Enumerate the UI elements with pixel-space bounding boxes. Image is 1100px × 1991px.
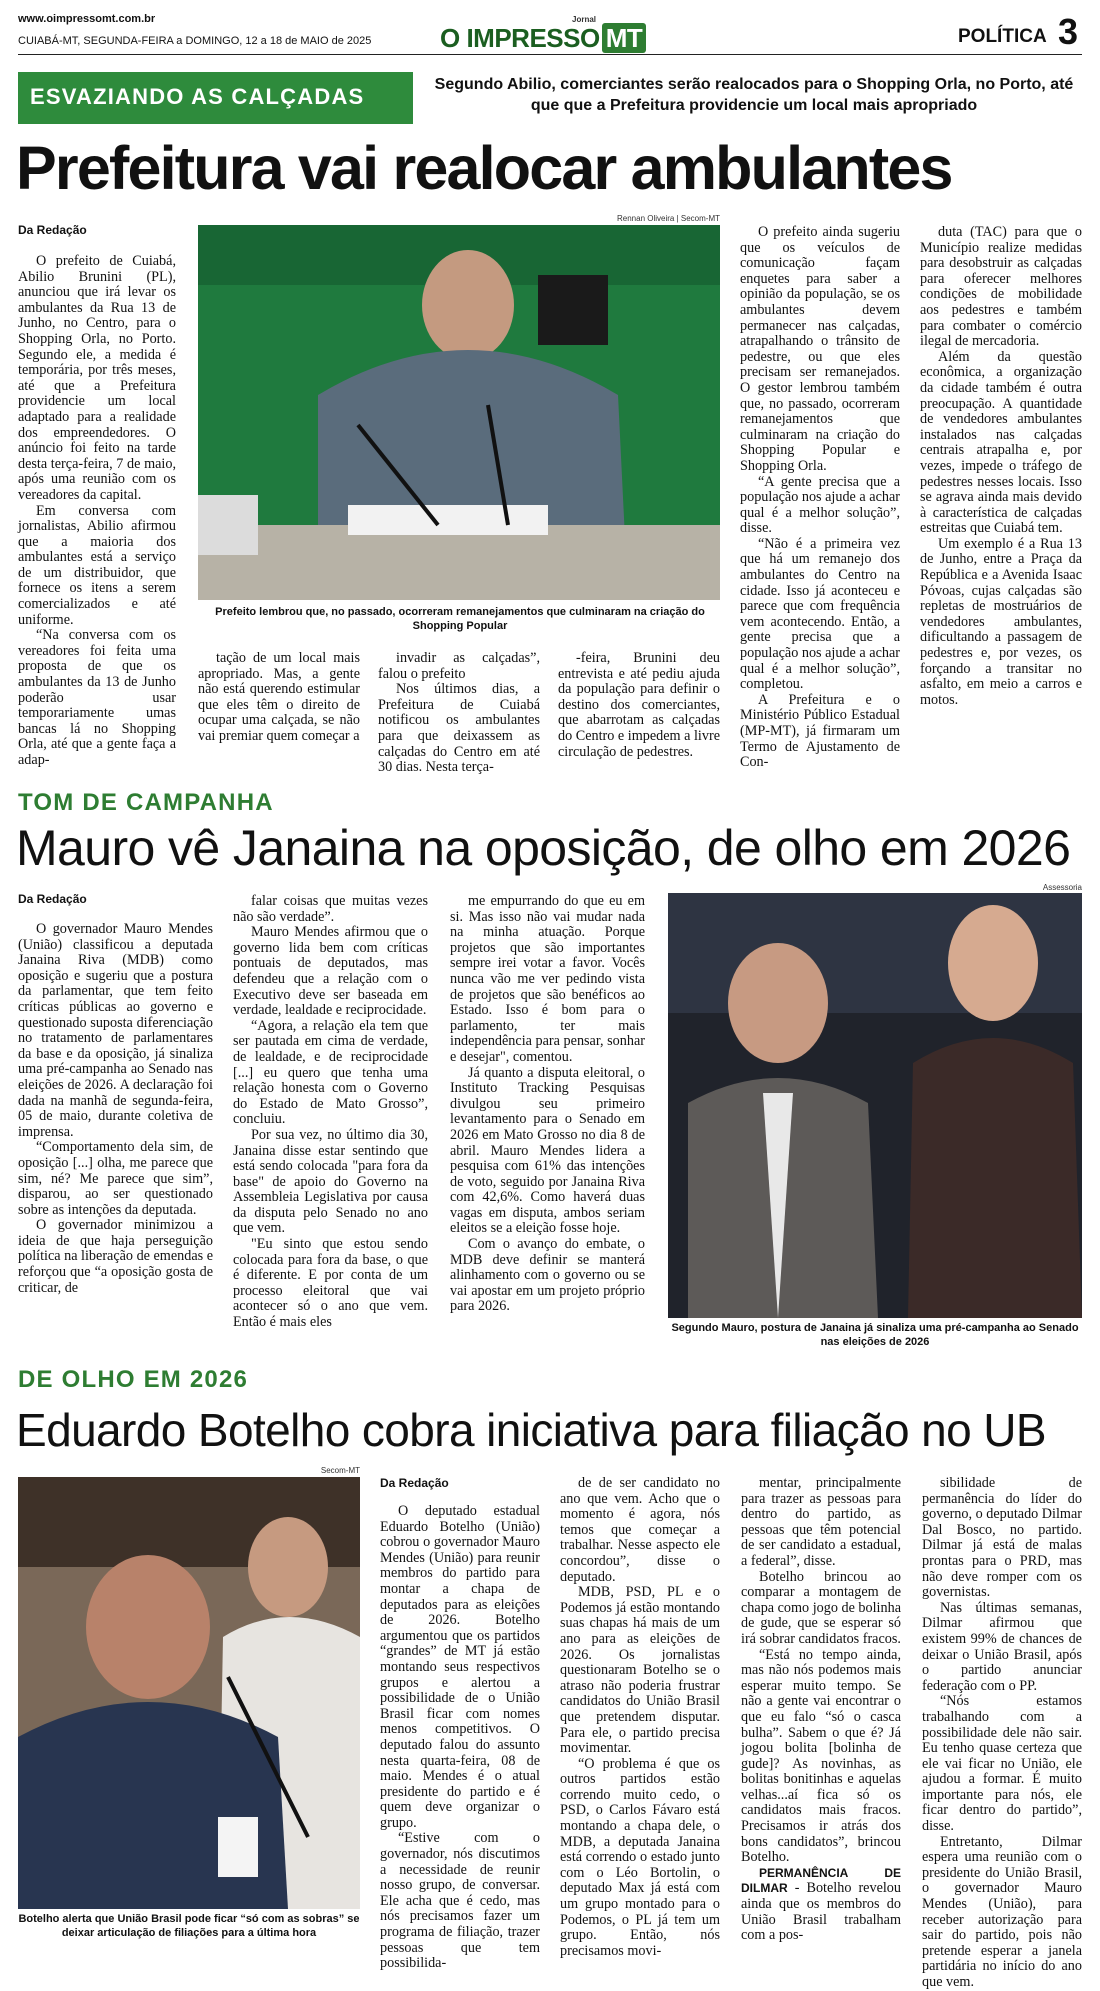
- article1-caption: Prefeito lembrou que, no passado, ocorreram remanejamentos que culminaram na criação do Shopping Popular: [215, 606, 705, 632]
- article3-caption: Botelho alerta que União Brasil pode ficar “só com as sobras” se deixar articulação de filiações para a última hora: [18, 1913, 360, 1939]
- paragraph: O prefeito de Cuiabá, Abilio Brunini (PL), anunciou que irá levar os ambulantes da Rua 13 de Junho, no Centro, para o Shopping Orla, no Porto. Segundo ele, a medida é temporária, por três meses, até que a Prefeitura providencie um local adaptado para a realidade dos empreendedores. O anúncio foi feito na tarde desta terça-feira, 7 de maio, após uma reunião com os vereadores da capital.: [18, 253, 176, 503]
- article2-photo-credit: Assessoria: [1042, 883, 1082, 892]
- paragraph: duta (TAC) para que o Município realize medidas para desobstruir as calçadas para oferecer melhores condições de mobilidade aos pedestres e também para combater o comércio ilegal de mercadoria.: [920, 224, 1082, 350]
- article1-col5: [740, 225, 900, 771]
- paragraph: “A gente precisa que a população nos ajude a achar qual é a melhor solução”, disse.: [740, 473, 900, 537]
- paragraph: Mauro Mendes afirmou que o governo lida bem com críticas pontuais de deputados, mas defendeu que a relação com o Executivo deve ser baseada em verdade, lealdade e reciprocidade.: [233, 924, 428, 1019]
- paragraph: Além da questão econômica, a organização da cidade também é outra preocupação. A quantidade de vendedores ambulantes instalados nas calçadas centrais atrapalha e, por vezes, impede o tráfego de pedestres nesses locais. Isso se agrava ainda mais devido à característica de calçadas estreitas que Cuiabá tem.: [920, 348, 1082, 537]
- paragraph: O governador Mauro Mendes (União) classificou a deputada Janaina Riva (MDB) como oposição e sugeriu que a postura da parlamentar, que tem feito críticas públicas ao governo e questionado suposta diferenciação no tratamento de parlamentares da base e da oposição, já sinaliza uma pré-campanha ao Senado nas eleições de 2026. A declaração foi dada na manhã de segunda-feira, 05 de maio, durante coletiva de imprensa.: [18, 921, 213, 1140]
- article1-col6: [920, 225, 1082, 708]
- paragraph: “Está no tempo ainda, mas não nós podemos mais esperar muito tempo. Se não a gente vai encontrar o que eu falo “só o casca bulha”. Sabem o que é? Já jogou bolita [bolinha de gude]? As novinhas, as bolitas bonitinhas e aquelas velhas...aí fica só os candidatos mais fracos. Precisamos ir atrás dos bons candidatos”, brincou Botelho.: [741, 1646, 901, 1866]
- paragraph: sibilidade de permanência do líder do governo, o deputado Dilmar Dal Bosco, no partido. Dilmar já está de malas prontas para o PRD, mas não deve romper com os governistas.: [922, 1475, 1082, 1601]
- paragraph: -feira, Brunini deu entrevista e até pediu ajuda da população para definir o destino dos comerciantes, que abarrotam as calçadas do Centro e impedem a livre circulação de pedestres.: [558, 650, 720, 760]
- article1-kicker: ESVAZIANDO AS CALÇADAS: [30, 84, 365, 109]
- paragraph: invadir as calçadas”, falou o prefeito: [378, 650, 540, 682]
- paragraph: mentar, principalmente para trazer as pessoas para dentro do partido, as pessoas que têm potencial de ser candidato a estadual, a federal”, disse.: [741, 1475, 901, 1569]
- paragraph: Com o avanço do embate, o MDB deve definir se manterá alinhamento com o governo ou se vai apostar em um projeto próprio para 2026.: [450, 1236, 645, 1315]
- paragraph: “O problema é que os outros partidos estão correndo muito cedo, o PSD, o Carlos Fávaro está montando a chapa dele, o MDB, a deputada Janaina está correndo o estado junto com o Léo Bortolin, o deputado Max já está com um grupo montado para o Podemos, o PL já tem um grupo. Então, nós precisamos movi-: [560, 1755, 720, 1959]
- article1-col4: [558, 651, 720, 760]
- logo-mt-badge: MT: [602, 23, 647, 53]
- article2-headline[interactable]: Mauro vê Janaina na oposição, de olho em 2026: [16, 820, 1071, 876]
- article2-photo: [668, 893, 1082, 1318]
- article2-col3: [450, 894, 645, 1315]
- article2-kicker: TOM DE CAMPANHA: [18, 789, 274, 816]
- article3-photo: [18, 1477, 360, 1909]
- paragraph: falar coisas que muitas vezes não são verdade”.: [233, 893, 428, 925]
- dateline: CUIABÁ-MT, SEGUNDA-FEIRA a DOMINGO, 12 a 18 de MAIO de 2025: [18, 35, 372, 47]
- header-rule: [18, 54, 1082, 55]
- article3-byline: Da Redação: [380, 1476, 449, 1490]
- paragraph: MDB, PSD, PL e o Podemos já estão montando suas chapas há mais de um ano para as eleições de 2026. Os jornalistas questionaram Botelho se o atraso não poderia frustrar candidatos do União Brasil que pretendem disputar. Para ele, o partido precisa movimentar.: [560, 1584, 720, 1757]
- paragraph: O governador minimizou a ideia de que haja perseguição política na liberação de emendas e reforçou que “a oposição gosta de criticar, de: [18, 1217, 213, 1296]
- kicker-banner: [18, 72, 413, 124]
- paragraph: me empurrando do que eu em si. Mas isso não vai mudar nada na minha atuação. Porque projetos que são importantes sempre irei votar a favor. Vocês nunca vão me ver pedindo vista de projetos que são benéficos ao Estado. Isso é bom para o parlamento, ter mais independência para pensar, sonhar e desejar", comentou.: [450, 893, 645, 1065]
- paragraph: “Não é a primeira vez que há um remanejo dos ambulantes do Centro na cidade. Isso já aconteceu e parece que com frequência vem acontecendo. Então, a gente precisa que a população nos ajude a achar qual é a melhor solução”, completou.: [740, 535, 900, 693]
- article3-col3-after: - Botelho revelou ainda que os membros do União Brasil trabalham com a pos-: [741, 1880, 901, 1944]
- article3-kicker: DE OLHO EM 2026: [18, 1366, 249, 1393]
- paragraph: O prefeito ainda sugeriu que os veículos de comunicação façam enquetes para saber a opinião da população, se os ambulantes devem permanecer nas calçadas, atrapalhando o trânsito de pedestre, ou que eles precisam ser remanejados. O gestor lembrou também que, no passado, ocorreram remanejamentos que culminaram na criação do Shopping Popular e Shopping Orla.: [740, 224, 900, 474]
- paragraph: “Estive com o governador, nós discutimos a necessidade de reunir nosso grupo, de conversar. Ele acha que é cedo, mas nós precisamos fazer um programa de filiação, trazer pessoas que tem possibilida-: [380, 1830, 540, 1972]
- article2-caption: Segundo Mauro, postura de Janaina já sinaliza uma pré-campanha ao Senado nas eleições de 2026: [671, 1322, 1079, 1348]
- article1-deck: Segundo Abilio, comerciantes serão realocados para o Shopping Orla, no Porto, até que que a Prefeitura providencie um local mais apropriado: [434, 76, 1074, 114]
- article2-col1: [18, 922, 213, 1296]
- article1-col2: [198, 651, 360, 745]
- article3-photo-credit: Secom-MT: [320, 1466, 360, 1475]
- paragraph: Entretanto, Dilmar espera uma reunião com o presidente do União Brasil, o governador Mauro Mendes (União), para receber autorização para sair do partido, pois não pretende esperar a janela partidária no início do ano que vem.: [922, 1833, 1082, 1990]
- paragraph: Botelho brincou ao comparar a montagem de chapa como jogo de bolinha de gude, que se esperar só irá sobrar candidatos fracos.: [741, 1568, 901, 1647]
- article1-col1: [18, 254, 176, 769]
- article2-col2: [233, 894, 428, 1331]
- paragraph: tação de um local mais apropriado. Mas, a gente não está querendo estimular que eles têm o direito de ocupar uma calçada, se não vai premiar quem começar a: [198, 650, 360, 744]
- site-url[interactable]: www.oimpressomt.com.br: [18, 13, 156, 25]
- paragraph: Já quanto a disputa eleitoral, o Instituto Tracking Pesquisas divulgou seu primeiro levantamento para o Senado em 2026 em Mato Grosso no dia 8 de abril. Mauro Mendes lidera a pesquisa com 61% das intenções de voto, seguido por Janaina Riva com 42,6%. Como haverá duas vagas em disputa, ambos seriam eleitos se a eleição fosse hoje.: [450, 1064, 645, 1237]
- paragraph: O deputado estadual Eduardo Botelho (União) cobrou o governador Mauro Mendes (União) para reunir membros do partido para montar a chapa de deputados para as eleições de 2026. Botelho argumentou que os partidos “grandes” de MT já estão montando seus respectivos grupos e alertou a possibilidade de o União Brasil ficar com nomes menos competitivos. O deputado falou do assunto nesta quarta-feira, 08 de maio. Mendes é o atual presidente do partido e é quem deve organizar o grupo.: [380, 1503, 540, 1831]
- article3-headline[interactable]: Eduardo Botelho cobra iniciativa para filiação no UB: [16, 1404, 1046, 1456]
- article3-col3-body: [741, 1476, 901, 1866]
- paragraph: “Comportamento dela sim, de oposição [...] olha, me parece que sim, né? Me parece que sim”, disparou, ao ser questionado sobre as intenções da deputada.: [18, 1139, 213, 1218]
- article1-byline: Da Redação: [18, 223, 87, 237]
- paragraph: Nas últimas semanas, Dilmar afirmou que existem 99% de chances de deixar o União Brasil, após o partido anunciar federação com o PP.: [922, 1599, 1082, 1694]
- logo-text: O IMPRESSO: [440, 23, 600, 53]
- paragraph: A Prefeitura e o Ministério Público Estadual (MP-MT), já firmaram um Termo de Ajustamento de Con-: [740, 691, 900, 771]
- article2-byline: Da Redação: [18, 892, 87, 906]
- article1-col3: [378, 651, 540, 776]
- paragraph: “Agora, a relação ela tem que ser pautada em cima de verdade, de lealdade, e de reciprocidade [...] eu quero que tenha uma relação honesta com o Governo do Estado de Mato Grosso”, concluiu.: [233, 1017, 428, 1128]
- paragraph: Em conversa com jornalistas, Abilio afirmou que a maioria dos ambulantes está a serviço de um distribuidor, que fornece os itens a serem comercializados e até uniforme.: [18, 502, 176, 628]
- newspaper-logo: Jornal O IMPRESSO MT: [440, 15, 670, 55]
- article1-headline[interactable]: Prefeitura vai realocar ambulantes: [16, 134, 952, 202]
- paragraph: de de ser candidato no ano que vem. Acho que o momento é agora, nós temos que começar a trabalhar. Nesse aspecto ele concordou”, disse o deputado.: [560, 1475, 720, 1585]
- paragraph: "Eu sinto que estou sendo colocada para fora da base, o que é diferente. E por conta de um processo eleitoral que vai acontecer só o ano que vem. Então é mais eles: [233, 1236, 428, 1331]
- paragraph: Por sua vez, no último dia 30, Janaina disse estar sentindo que está sendo colocada "para fora da base" de apoio do Governo na Assembleia Legislativa por causa da disputa pelo Senado no ano que vem.: [233, 1126, 428, 1237]
- article3-col4: [922, 1476, 1082, 1991]
- article3-col3: [741, 1476, 901, 1944]
- article1-photo: [198, 225, 720, 600]
- article3-col2: [560, 1476, 720, 1959]
- article1-photo-credit: Rennan Oliveira | Secom-MT: [617, 214, 720, 223]
- section-name: POLÍTICA: [958, 26, 1047, 47]
- paragraph: “Nós estamos trabalhando com a possibilidade dele não sair. Eu tenho quase certeza que ele vai ficar no União, ele ajudou a formar. É muito importante para nós, ele ficar dentro do partido”, disse.: [922, 1693, 1082, 1835]
- paragraph: Um exemplo é a Rua 13 de Junho, entre a Praça da República e a Avenida Isaac Póvoas, cujas calçadas são repletas de mostruários de vendedores ambulantes, dificultando a passagem de pedestres e, por vezes, os forçando a transitar no asfalto, em meio a carros e motos.: [920, 535, 1082, 708]
- article3-subhead: PERMANÊNCIA DE DILMAR: [741, 1865, 901, 1896]
- page-number: 3: [1058, 11, 1079, 52]
- paragraph: Nos últimos dias, a Prefeitura de Cuiabá notificou os ambulantes para que deixassem as calçadas do Centro em até 30 dias. Nesta terça-: [378, 681, 540, 776]
- article3-col1: [380, 1504, 540, 1972]
- paragraph: “Na conversa com os vereadores foi feita uma proposta de que os ambulantes da 13 de Junho poderão usar temporariamente umas bancas lá no Shopping Orla, até que a gente faça a adap-: [18, 627, 176, 768]
